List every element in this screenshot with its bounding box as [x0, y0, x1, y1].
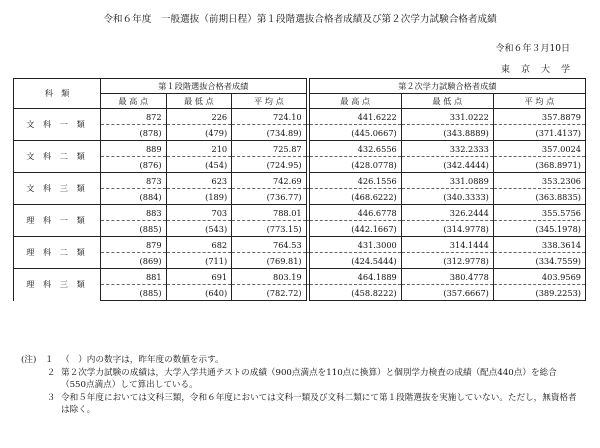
stage1-prev-value: (884) [101, 189, 167, 205]
stage1-prev-value: (640) [166, 285, 232, 301]
stage1-value: 873 [101, 173, 167, 189]
note-number: ２ [21, 367, 56, 378]
note-text: 第２次学力試験の成績は，大学入学共通テストの成績（900点満点を110点に換算）と個別学力検査の成績（配点440点）を総合（550点満点）して算出している。 [61, 367, 557, 391]
stage2-value: 441.6222 [309, 109, 401, 125]
table-row [14, 205, 586, 221]
category-name: 理 科 三 類 [14, 269, 101, 301]
stage2-prev-value: (363.8835) [493, 189, 585, 205]
note-number: (注) １ [21, 355, 54, 365]
stage1-prev-value: (878) [101, 125, 167, 141]
stage2-value: 357.0024 [493, 141, 585, 157]
stage1-prev-value: (734.89) [232, 125, 306, 141]
stage1-value: 872 [101, 109, 167, 125]
stage1-value: 788.01 [232, 205, 306, 221]
category-name: 文 科 三 類 [14, 173, 101, 205]
stage2-prev-value: (342.4444) [401, 157, 493, 173]
stage2-prev-value: (357.6667) [401, 285, 493, 301]
stage1-value: 725.87 [232, 141, 306, 157]
stage1-value: 742.69 [232, 173, 306, 189]
category-header: 科 類 [14, 79, 101, 109]
stage1-value: 889 [101, 141, 167, 157]
notes [21, 354, 581, 417]
stage1-prev-value: (773.15) [232, 221, 306, 237]
stage1-prev-value: (885) [101, 221, 167, 237]
stage2-header: 第２次学力試験合格者成績 [309, 79, 585, 94]
stage1-min-header: 最 低 点 [166, 94, 232, 109]
stage2-prev-value: (458.8222) [309, 285, 401, 301]
note-number: ３ [21, 392, 56, 403]
stage1-avg-header: 平 均 点 [232, 94, 306, 109]
stage1-prev-value: (869) [101, 253, 167, 269]
organization: 東京大学 [500, 65, 581, 75]
stage2-prev-value: (389.2253) [493, 285, 585, 301]
stage2-prev-value: (345.1978) [493, 221, 585, 237]
stage2-prev-value: (312.9778) [401, 253, 493, 269]
stage2-value: 355.5756 [493, 205, 585, 221]
stage2-prev-value: (314.9778) [401, 221, 493, 237]
stage1-prev-value: (736.77) [232, 189, 306, 205]
stage2-prev-value: (340.3333) [401, 189, 493, 205]
stage2-value: 403.9569 [493, 269, 585, 285]
stage2-value: 426.1556 [309, 173, 401, 189]
stage1-value: 691 [166, 269, 232, 285]
stage2-value: 380.4778 [401, 269, 493, 285]
stage1-value: 682 [166, 237, 232, 253]
stage2-value: 357.8879 [493, 109, 585, 125]
note-text: （ ）内の数字は，昨年度の数値を示す。 [61, 355, 224, 365]
category-name: 理 科 二 類 [14, 237, 101, 269]
stage1-value: 623 [166, 173, 232, 189]
note-item [21, 367, 581, 392]
stage2-prev-value: (445.0667) [309, 125, 401, 141]
stage1-value: 879 [101, 237, 167, 253]
note-text: 令和５年度においては文科三類，令和６年度においては文科一類及び文科二類にて第１段階選抜を実施していない。ただし，無資格者は除く。 [61, 392, 577, 416]
results-table [13, 78, 586, 301]
stage1-prev-value: (711) [166, 253, 232, 269]
stage2-max-header: 最 高 点 [309, 94, 401, 109]
category-name: 理 科 一 類 [14, 205, 101, 237]
stage2-avg-header: 平 均 点 [493, 94, 585, 109]
table-row [14, 269, 586, 285]
stage1-prev-value: (724.95) [232, 157, 306, 173]
stage2-value: 431.3000 [309, 237, 401, 253]
stage1-prev-value: (189) [166, 189, 232, 205]
stage1-value: 724.10 [232, 109, 306, 125]
stage1-prev-value: (543) [166, 221, 232, 237]
stage1-prev-value: (769.81) [232, 253, 306, 269]
stage2-value: 332.2333 [401, 141, 493, 157]
stage2-prev-value: (428.0778) [309, 157, 401, 173]
stage1-value: 881 [101, 269, 167, 285]
stage2-value: 326.2444 [401, 205, 493, 221]
stage2-prev-value: (442.1667) [309, 221, 401, 237]
stage1-header: 第１段階選抜合格者成績 [101, 79, 307, 94]
stage1-max-header: 最 高 点 [101, 94, 167, 109]
stage2-value: 314.1444 [401, 237, 493, 253]
stage2-prev-value: (371.4137) [493, 125, 585, 141]
stage1-value: 226 [166, 109, 232, 125]
stage2-prev-value: (343.8889) [401, 125, 493, 141]
table-row [14, 237, 586, 253]
stage2-value: 331.0222 [401, 109, 493, 125]
stage1-value: 803.19 [232, 269, 306, 285]
table-row [14, 141, 586, 157]
stage1-prev-value: (876) [101, 157, 167, 173]
table-row [14, 109, 586, 125]
stage2-prev-value: (424.5444) [309, 253, 401, 269]
stage1-prev-value: (454) [166, 157, 232, 173]
stage2-value: 446.6778 [309, 205, 401, 221]
stage2-prev-value: (368.8971) [493, 157, 585, 173]
stage2-value: 464.1889 [309, 269, 401, 285]
stage1-prev-value: (885) [101, 285, 167, 301]
table-row [14, 173, 586, 189]
stage2-min-header: 最 低 点 [401, 94, 493, 109]
stage1-prev-value: (782.72) [232, 285, 306, 301]
stage2-prev-value: (468.6222) [309, 189, 401, 205]
stage2-value: 353.2306 [493, 173, 585, 189]
category-name: 文 科 一 類 [14, 109, 101, 141]
stage2-prev-value: (334.7559) [493, 253, 585, 269]
stage1-value: 883 [101, 205, 167, 221]
stage1-prev-value: (479) [166, 125, 232, 141]
stage2-value: 338.3614 [493, 237, 585, 253]
stage2-value: 331.0889 [401, 173, 493, 189]
stage1-value: 210 [166, 141, 232, 157]
note-item [21, 392, 581, 417]
stage2-value: 432.6556 [309, 141, 401, 157]
stage1-value: 703 [166, 205, 232, 221]
note-item [21, 354, 581, 367]
category-name: 文 科 二 類 [14, 141, 101, 173]
date: 令和６年３月10日 [495, 44, 570, 54]
stage1-value: 764.53 [232, 237, 306, 253]
page-title: 令和６年度 一般選抜（前期日程）第１段階選抜合格者成績及び第２次学力試験合格者成績 [103, 14, 497, 25]
